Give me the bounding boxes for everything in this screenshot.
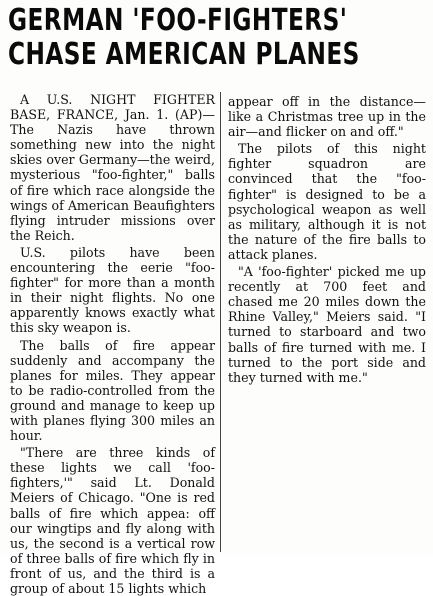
- article-right-column: [228, 94, 426, 385]
- paragraph: "A 'foo-fighter' picked me up recently at 700 feet and chased me 20 miles down the Rhine Valley," Meiers said. "I turned to starboard and two balls of fire turned with me. I turned to the port side and they turned with me.": [228, 264, 426, 385]
- paragraph: The pilots of this night fighter squadron are convinced that the "foo-fighter" is designed to be a psychological weapon as well as military, although it is not the nature of the fire balls to attack planes.: [228, 141, 426, 262]
- column-divider: [220, 92, 221, 552]
- paragraph: The balls of fire appear suddenly and accompany the planes for miles. They appear to be radio-controlled from the ground and manage to keep up with planes flying 300 miles an hour.: [10, 337, 215, 444]
- paragraph-continued: appear off in the distance—like a Christmas tree up in the air—and flicker on and off.": [228, 94, 426, 140]
- headline: [8, 4, 428, 72]
- headline-line-1: GERMAN 'FOO-FIGHTERS': [8, 3, 348, 38]
- paragraph: U.S. pilots have been encountering the eerie "foo-fighter" for more than a month in their night flights. No one apparently knows exactly what this sky weapon is.: [10, 244, 215, 336]
- article-left-column: [10, 92, 215, 596]
- headline-line-2: CHASE AMERICAN PLANES: [8, 37, 360, 72]
- paragraph-dateline: A U.S. NIGHT FIGHTER BASE, FRANCE, Jan. 1. (AP)—The Nazis have thrown something new into the night skies over Germany—the weird, mysterious "foo-fighter," balls of fire which race alongside the wings of American Beaufighters flying intruder missions over the Reich.: [10, 92, 215, 243]
- paragraph: "There are three kinds of these lights we call 'foo-fighters,'" said Lt. Donald Meiers of Chicago. "One is red balls of fire which appea: off our wingtips and fly along with us, the second is a vertical row of three balls of fire which fly in front of us, and the third is a group of about 15 lights which: [10, 445, 215, 596]
